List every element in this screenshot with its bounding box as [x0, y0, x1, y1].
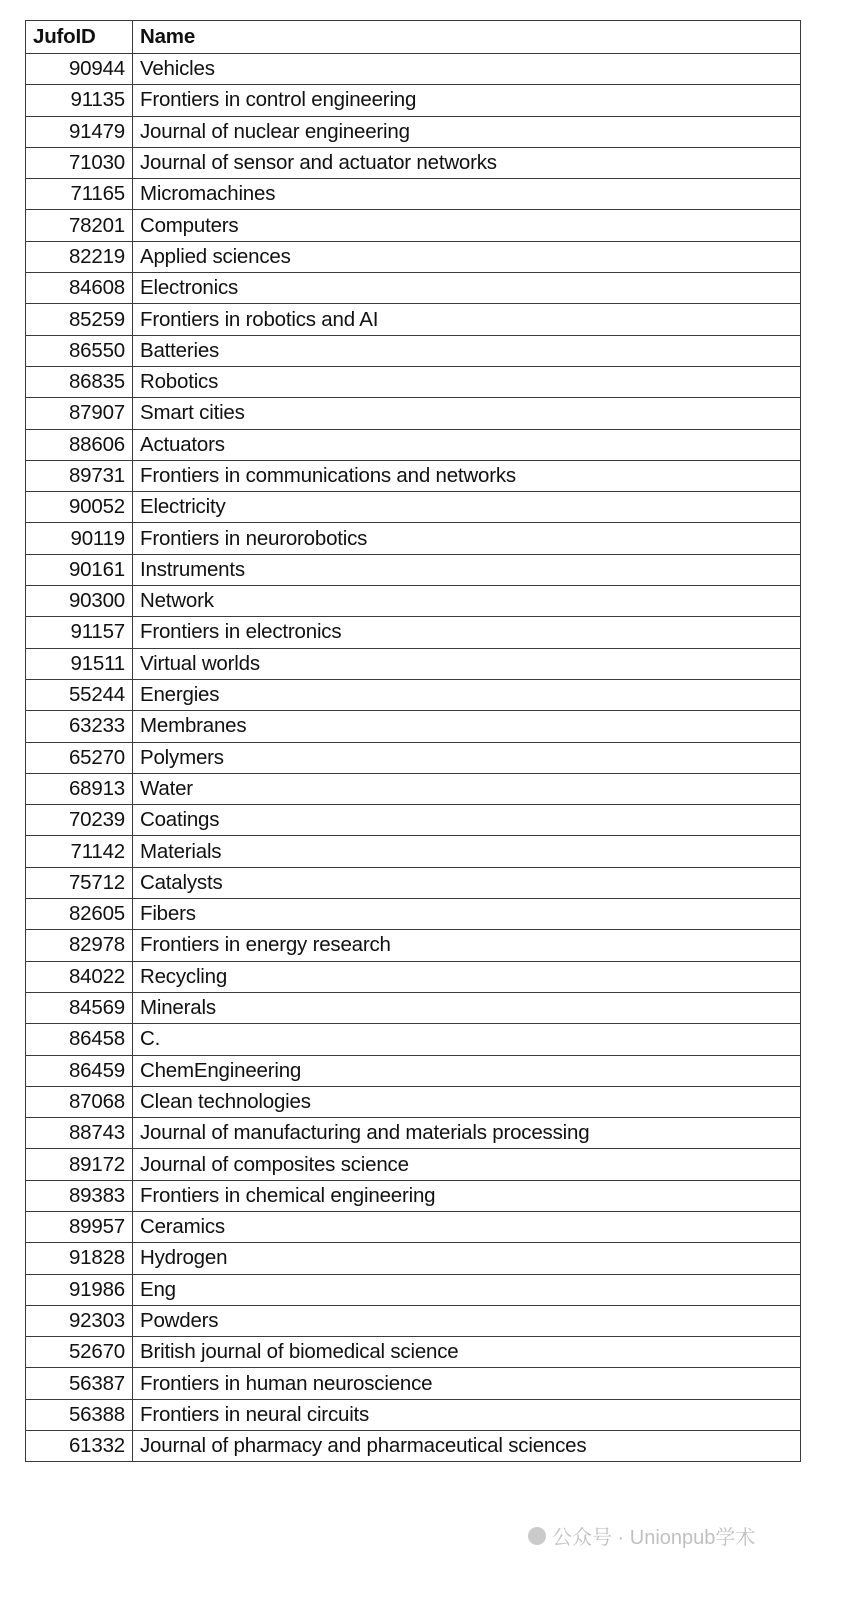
table-row [26, 1305, 801, 1336]
table-row [26, 867, 801, 898]
jufo-id-cell: 75712 [26, 867, 133, 898]
journal-name-cell: ChemEngineering [133, 1055, 801, 1086]
journal-name-cell: Micromachines [133, 179, 801, 210]
table-row [26, 1024, 801, 1055]
table-row [26, 241, 801, 272]
journal-name-cell: Journal of sensor and actuator networks [133, 147, 801, 178]
journal-name-cell: Journal of nuclear engineering [133, 116, 801, 147]
table-row [26, 1368, 801, 1399]
jufo-id-cell: 92303 [26, 1305, 133, 1336]
table-row [26, 930, 801, 961]
journal-name-cell: C. [133, 1024, 801, 1055]
jufo-id-cell: 65270 [26, 742, 133, 773]
column-header-jufoid: JufoID [26, 21, 133, 54]
jufo-id-cell: 82219 [26, 241, 133, 272]
table-row [26, 523, 801, 554]
jufo-id-cell: 88606 [26, 429, 133, 460]
jufo-id-cell: 55244 [26, 679, 133, 710]
table-row [26, 147, 801, 178]
jufo-id-cell: 87907 [26, 398, 133, 429]
column-header-name: Name [133, 21, 801, 54]
jufo-id-cell: 91479 [26, 116, 133, 147]
journal-name-cell: Instruments [133, 554, 801, 585]
jufo-id-cell: 52670 [26, 1337, 133, 1368]
table-row [26, 961, 801, 992]
table-row [26, 1086, 801, 1117]
journal-name-cell: Frontiers in robotics and AI [133, 304, 801, 335]
journal-name-cell: Clean technologies [133, 1086, 801, 1117]
journal-name-cell: Frontiers in control engineering [133, 85, 801, 116]
journal-name-cell: Virtual worlds [133, 648, 801, 679]
table-row [26, 1149, 801, 1180]
table-row [26, 273, 801, 304]
journal-name-cell: Materials [133, 836, 801, 867]
jufo-id-cell: 89731 [26, 460, 133, 491]
journal-name-cell: Energies [133, 679, 801, 710]
table-row [26, 1180, 801, 1211]
jufo-id-cell: 90944 [26, 54, 133, 85]
journal-name-cell: Frontiers in neurorobotics [133, 523, 801, 554]
journal-name-cell: Journal of composites science [133, 1149, 801, 1180]
jufo-id-cell: 89957 [26, 1211, 133, 1242]
journal-name-cell: Frontiers in energy research [133, 930, 801, 961]
jufo-id-cell: 56387 [26, 1368, 133, 1399]
table-row [26, 1337, 801, 1368]
table-row [26, 179, 801, 210]
journal-name-cell: Batteries [133, 335, 801, 366]
table-row [26, 648, 801, 679]
table-row [26, 679, 801, 710]
jufo-id-cell: 78201 [26, 210, 133, 241]
table-row [26, 805, 801, 836]
table-row [26, 836, 801, 867]
jufo-id-cell: 89172 [26, 1149, 133, 1180]
journal-name-cell: Journal of manufacturing and materials processing [133, 1118, 801, 1149]
watermark [528, 1521, 755, 1550]
jufo-id-cell: 91511 [26, 648, 133, 679]
journal-name-cell: Frontiers in chemical engineering [133, 1180, 801, 1211]
journal-name-cell: Coatings [133, 805, 801, 836]
journal-name-cell: Actuators [133, 429, 801, 460]
jufo-id-cell: 86458 [26, 1024, 133, 1055]
journal-name-cell: Membranes [133, 711, 801, 742]
journal-name-cell: Computers [133, 210, 801, 241]
table-row [26, 1274, 801, 1305]
table-row [26, 429, 801, 460]
table-row [26, 210, 801, 241]
jufo-id-cell: 90119 [26, 523, 133, 554]
journal-name-cell: Smart cities [133, 398, 801, 429]
jufo-id-cell: 71030 [26, 147, 133, 178]
jufo-id-cell: 88743 [26, 1118, 133, 1149]
jufo-id-cell: 84022 [26, 961, 133, 992]
journal-name-cell: Applied sciences [133, 241, 801, 272]
jufo-id-cell: 70239 [26, 805, 133, 836]
jufo-id-cell: 82605 [26, 899, 133, 930]
jufo-id-cell: 84569 [26, 992, 133, 1023]
jufo-id-cell: 61332 [26, 1431, 133, 1462]
table-row [26, 398, 801, 429]
jufo-id-cell: 90052 [26, 492, 133, 523]
journal-name-cell: Electricity [133, 492, 801, 523]
journal-name-cell: British journal of biomedical science [133, 1337, 801, 1368]
journal-name-cell: Fibers [133, 899, 801, 930]
jufo-id-cell: 71165 [26, 179, 133, 210]
jufo-id-cell: 56388 [26, 1399, 133, 1430]
jufo-id-cell: 91135 [26, 85, 133, 116]
jufo-id-cell: 87068 [26, 1086, 133, 1117]
jufo-id-cell: 82978 [26, 930, 133, 961]
jufo-id-cell: 86459 [26, 1055, 133, 1086]
jufo-id-cell: 90300 [26, 586, 133, 617]
journal-name-cell: Hydrogen [133, 1243, 801, 1274]
table-row [26, 366, 801, 397]
journal-name-cell: Frontiers in electronics [133, 617, 801, 648]
jufo-id-cell: 89383 [26, 1180, 133, 1211]
journal-name-cell: Frontiers in human neuroscience [133, 1368, 801, 1399]
jufo-journal-table [25, 20, 801, 1462]
journal-name-cell: Journal of pharmacy and pharmaceutical sciences [133, 1431, 801, 1462]
table-row [26, 304, 801, 335]
journal-name-cell: Minerals [133, 992, 801, 1023]
table-row [26, 899, 801, 930]
table-row [26, 85, 801, 116]
journal-name-cell: Network [133, 586, 801, 617]
table-row [26, 711, 801, 742]
table-row [26, 335, 801, 366]
watermark-text: 公众号 · Unionpub学术 [552, 1527, 756, 1549]
table-row [26, 617, 801, 648]
table-row [26, 554, 801, 585]
journal-name-cell: Vehicles [133, 54, 801, 85]
table-row [26, 460, 801, 491]
jufo-id-cell: 63233 [26, 711, 133, 742]
journal-name-cell: Polymers [133, 742, 801, 773]
journal-name-cell: Catalysts [133, 867, 801, 898]
journal-name-cell: Frontiers in communications and networks [133, 460, 801, 491]
table-row [26, 992, 801, 1023]
wechat-icon [528, 1527, 546, 1545]
table-row [26, 1399, 801, 1430]
table-row [26, 116, 801, 147]
journal-name-cell: Eng [133, 1274, 801, 1305]
table-row [26, 586, 801, 617]
journal-name-cell: Robotics [133, 366, 801, 397]
journal-name-cell: Electronics [133, 273, 801, 304]
jufo-id-cell: 71142 [26, 836, 133, 867]
header-row [26, 21, 801, 54]
journal-name-cell: Recycling [133, 961, 801, 992]
table-row [26, 1211, 801, 1242]
table-row [26, 492, 801, 523]
journal-name-cell: Ceramics [133, 1211, 801, 1242]
table-row [26, 1055, 801, 1086]
table-row [26, 742, 801, 773]
jufo-id-cell: 86550 [26, 335, 133, 366]
jufo-id-cell: 86835 [26, 366, 133, 397]
table-row [26, 54, 801, 85]
jufo-id-cell: 91828 [26, 1243, 133, 1274]
jufo-id-cell: 91157 [26, 617, 133, 648]
jufo-id-cell: 90161 [26, 554, 133, 585]
jufo-id-cell: 68913 [26, 773, 133, 804]
table-row [26, 1431, 801, 1462]
jufo-id-cell: 91986 [26, 1274, 133, 1305]
journal-name-cell: Powders [133, 1305, 801, 1336]
table-row [26, 1243, 801, 1274]
journal-name-cell: Water [133, 773, 801, 804]
journal-name-cell: Frontiers in neural circuits [133, 1399, 801, 1430]
table-row [26, 773, 801, 804]
jufo-id-cell: 84608 [26, 273, 133, 304]
table-row [26, 1118, 801, 1149]
jufo-id-cell: 85259 [26, 304, 133, 335]
